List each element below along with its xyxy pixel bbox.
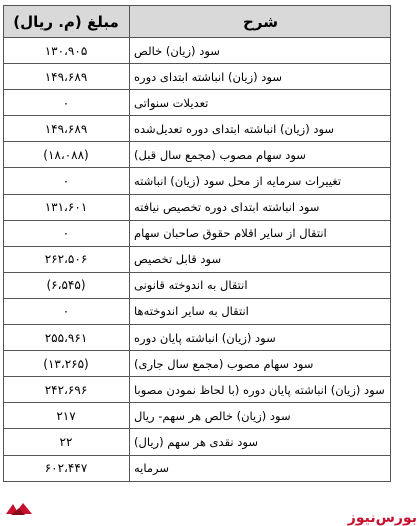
- table-header: [3, 5, 391, 38]
- description-cell: سود (زیان) انباشته ابتدای دوره: [134, 69, 282, 84]
- table-row: [3, 195, 391, 221]
- amount-cell: ۲۵۵،۹۶۱: [44, 330, 88, 345]
- amount-cell: ۶۰۲،۴۴۷: [44, 461, 88, 476]
- table-row: [3, 403, 391, 429]
- retained-earnings-table: [3, 5, 391, 482]
- table-row: [3, 456, 391, 482]
- watermark-text: بورس‌نیوز: [347, 510, 417, 526]
- table-row: [3, 299, 391, 325]
- description-cell: سود سهام مصوب (مجمع سال قبل): [134, 147, 306, 162]
- amount-cell: ۰: [62, 174, 70, 189]
- amount-cell: ۲۶۲،۵۰۶: [44, 252, 88, 267]
- table-row: [3, 38, 391, 64]
- amount-cell: ۰: [62, 95, 70, 110]
- amount-cell: ۲۱۷: [56, 408, 76, 423]
- amount-cell: (۶،۵۴۵): [46, 278, 86, 293]
- table-row: [3, 429, 391, 455]
- table-row: [3, 377, 391, 403]
- amount-cell: ۲۴۲،۶۹۶: [44, 382, 88, 397]
- description-cell: سود (زیان) خالص: [134, 43, 220, 58]
- amount-cell: ۱۴۹،۶۸۹: [44, 121, 88, 136]
- description-cell: سود سهام مصوب (مجمع سال جاری): [134, 356, 314, 371]
- table-row: [3, 247, 391, 273]
- table-row: [3, 64, 391, 90]
- table-row: [3, 325, 391, 351]
- description-cell: انتقال به اندوخته قانونی: [134, 278, 248, 293]
- description-cell: سود انباشته ابتدای دوره تخصیص نیافته: [134, 200, 320, 215]
- amount-cell: ۲۲: [59, 434, 73, 449]
- description-cell: انتقال از سایر اقلام حقوق صاحبان سهام: [134, 226, 327, 241]
- description-cell: سود قابل تخصیص: [134, 252, 222, 267]
- table-row: [3, 273, 391, 299]
- amount-cell: ۰: [62, 226, 70, 241]
- description-cell: سود (زیان) انباشته پایان دوره: [134, 330, 276, 345]
- description-cell: سود (زیان) انباشته پایان دوره (با لحاظ نمودن مصوبا: [134, 382, 385, 397]
- description-cell: سرمایه: [134, 461, 170, 476]
- description-cell: سود (زیان) انباشته ابتدای دوره تعدیل‌شده: [134, 121, 335, 136]
- description-cell: انتقال به سایر اندوخته‌ها: [134, 304, 249, 319]
- description-column-header: شرح: [243, 12, 278, 31]
- amount-cell: ۰: [62, 304, 70, 319]
- table-row: [3, 221, 391, 247]
- amount-column-header: مبلغ (م. ریال): [13, 12, 119, 31]
- amount-cell: ۱۳۱،۶۰۱: [44, 200, 88, 215]
- description-cell: سود نقدی هر سهم (ریال): [134, 434, 258, 449]
- amount-cell: (۱۳،۲۶۵): [43, 356, 89, 371]
- amount-cell: ۱۳۰،۹۰۵: [44, 43, 88, 58]
- news-logo-icon: [3, 499, 35, 519]
- table-row: [3, 142, 391, 168]
- description-cell: تغییرات سرمایه از محل سود (زیان) انباشته: [134, 174, 342, 189]
- table-row: [3, 351, 391, 377]
- table-row: [3, 90, 391, 116]
- table-row: [3, 168, 391, 194]
- table-row: [3, 116, 391, 142]
- amount-cell: ۱۴۹،۶۸۹: [44, 69, 88, 84]
- table-body: [3, 38, 391, 482]
- amount-cell: (۱۸،۰۸۸): [43, 147, 89, 162]
- description-cell: سود (زیان) خالص هر سهم- ریال: [134, 408, 291, 423]
- description-cell: تعدیلات سنواتی: [134, 95, 209, 110]
